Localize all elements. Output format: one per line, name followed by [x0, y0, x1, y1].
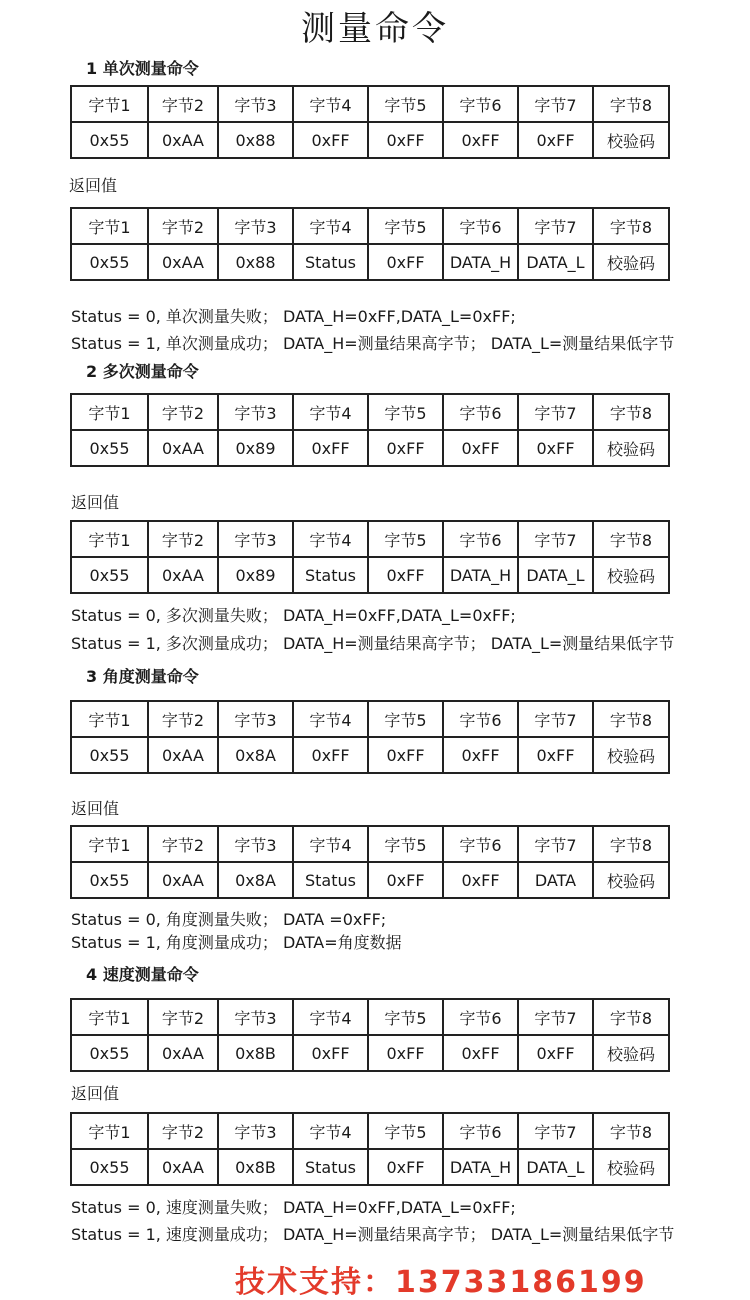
- value-cell: DATA_H: [443, 557, 518, 593]
- header-row: [71, 826, 669, 862]
- header-cell: 字节2: [148, 1113, 218, 1149]
- header-cell: 字节2: [148, 86, 218, 122]
- section-heading-angle: 3 角度测量命令: [86, 667, 199, 686]
- value-cell: 0x89: [218, 557, 293, 593]
- value-cell: Status: [293, 244, 368, 280]
- value-cell: DATA_L: [518, 1149, 593, 1185]
- section-heading-speed: 4 速度测量命令: [86, 965, 199, 984]
- header-row: [71, 208, 669, 244]
- value-cell: 校验码: [593, 737, 669, 773]
- header-row: [71, 701, 669, 737]
- header-cell: 字节2: [148, 521, 218, 557]
- value-cell: 0xFF: [368, 122, 443, 158]
- header-cell: 字节2: [148, 826, 218, 862]
- value-cell: 0xFF: [368, 1035, 443, 1071]
- value-cell: 0x8A: [218, 862, 293, 898]
- value-cell: 0xFF: [368, 244, 443, 280]
- header-cell: 字节4: [293, 1113, 368, 1149]
- status-note: Status = 0, 角度测量失败； DATA =0xFF;: [71, 910, 387, 929]
- header-cell: 字节4: [293, 86, 368, 122]
- value-cell: 0xFF: [293, 737, 368, 773]
- value-row: [71, 244, 669, 280]
- header-row: [71, 1113, 669, 1149]
- header-cell: 字节4: [293, 521, 368, 557]
- value-cell: Status: [293, 1149, 368, 1185]
- value-cell: 0xFF: [443, 737, 518, 773]
- value-row: [71, 862, 669, 898]
- value-cell: 0xFF: [443, 1035, 518, 1071]
- value-cell: 0xFF: [368, 430, 443, 466]
- header-cell: 字节3: [218, 826, 293, 862]
- command-table-angle: [70, 700, 670, 774]
- header-cell: 字节1: [71, 394, 148, 430]
- value-cell: 0xFF: [293, 1035, 368, 1071]
- value-cell: 0xFF: [443, 862, 518, 898]
- reply-label: 返回值: [69, 176, 118, 195]
- header-cell: 字节1: [71, 999, 148, 1035]
- value-cell: 校验码: [593, 430, 669, 466]
- reply-label: 返回值: [71, 1084, 120, 1103]
- value-cell: 校验码: [593, 122, 669, 158]
- value-cell: 0x89: [218, 430, 293, 466]
- value-cell: 0xFF: [518, 122, 593, 158]
- header-cell: 字节4: [293, 999, 368, 1035]
- header-cell: 字节4: [293, 701, 368, 737]
- reply-label: 返回值: [71, 799, 120, 818]
- header-cell: 字节6: [443, 826, 518, 862]
- header-cell: 字节5: [368, 999, 443, 1035]
- value-row: [71, 737, 669, 773]
- header-cell: 字节7: [518, 394, 593, 430]
- status-note: Status = 0, 单次测量失败； DATA_H=0xFF,DATA_L=0xFF;: [71, 307, 516, 326]
- value-cell: 校验码: [593, 244, 669, 280]
- header-cell: 字节3: [218, 86, 293, 122]
- reply-table-angle: [70, 825, 670, 899]
- header-cell: 字节8: [593, 521, 669, 557]
- header-cell: 字节8: [593, 826, 669, 862]
- value-cell: 0x55: [71, 122, 148, 158]
- page-title: 测量命令: [301, 9, 449, 49]
- value-cell: 0x8B: [218, 1035, 293, 1071]
- header-cell: 字节4: [293, 208, 368, 244]
- header-row: [71, 521, 669, 557]
- value-cell: DATA: [518, 862, 593, 898]
- value-cell: 0x88: [218, 122, 293, 158]
- value-cell: 0xAA: [148, 244, 218, 280]
- reply-label: 返回值: [71, 493, 120, 512]
- header-cell: 字节7: [518, 701, 593, 737]
- value-row: [71, 1035, 669, 1071]
- value-cell: 0xFF: [368, 862, 443, 898]
- value-cell: 0xAA: [148, 862, 218, 898]
- header-cell: 字节2: [148, 394, 218, 430]
- header-cell: 字节2: [148, 208, 218, 244]
- value-cell: 0xFF: [368, 557, 443, 593]
- header-cell: 字节3: [218, 701, 293, 737]
- status-note: Status = 1, 角度测量成功； DATA=角度数据: [71, 933, 402, 952]
- status-note: Status = 0, 速度测量失败； DATA_H=0xFF,DATA_L=0xFF;: [71, 1198, 516, 1217]
- value-cell: 0x55: [71, 244, 148, 280]
- value-cell: 校验码: [593, 557, 669, 593]
- reply-table-single: [70, 207, 670, 281]
- header-cell: 字节1: [71, 208, 148, 244]
- value-cell: 校验码: [593, 1149, 669, 1185]
- header-cell: 字节6: [443, 86, 518, 122]
- section-heading-multi: 2 多次测量命令: [86, 362, 199, 381]
- value-cell: 0xFF: [293, 430, 368, 466]
- value-cell: 0xFF: [368, 737, 443, 773]
- value-row: [71, 1149, 669, 1185]
- command-table-speed: [70, 998, 670, 1072]
- header-cell: 字节8: [593, 701, 669, 737]
- value-cell: Status: [293, 557, 368, 593]
- value-cell: 0x8A: [218, 737, 293, 773]
- header-cell: 字节8: [593, 208, 669, 244]
- command-table-single: [70, 85, 670, 159]
- value-cell: 0xFF: [368, 1149, 443, 1185]
- header-row: [71, 999, 669, 1035]
- status-note: Status = 1, 速度测量成功； DATA_H=测量结果高字节； DATA_L=测量结果低字节: [71, 1225, 675, 1244]
- header-cell: 字节1: [71, 701, 148, 737]
- header-cell: 字节7: [518, 86, 593, 122]
- value-cell: 0xFF: [293, 122, 368, 158]
- header-row: [71, 394, 669, 430]
- header-cell: 字节1: [71, 521, 148, 557]
- reply-table-speed: [70, 1112, 670, 1186]
- header-cell: 字节6: [443, 1113, 518, 1149]
- status-note: Status = 0, 多次测量失败； DATA_H=0xFF,DATA_L=0xFF;: [71, 606, 516, 625]
- value-row: [71, 430, 669, 466]
- value-cell: 0x55: [71, 1149, 148, 1185]
- header-cell: 字节5: [368, 86, 443, 122]
- header-cell: 字节3: [218, 521, 293, 557]
- header-cell: 字节5: [368, 701, 443, 737]
- header-cell: 字节6: [443, 521, 518, 557]
- value-cell: 0x8B: [218, 1149, 293, 1185]
- support-contact-text: 技术支持：13733186199: [235, 1265, 647, 1300]
- header-cell: 字节7: [518, 208, 593, 244]
- header-row: [71, 86, 669, 122]
- header-cell: 字节6: [443, 208, 518, 244]
- value-cell: 0xAA: [148, 122, 218, 158]
- value-cell: 校验码: [593, 862, 669, 898]
- header-cell: 字节6: [443, 701, 518, 737]
- value-cell: 0x55: [71, 737, 148, 773]
- header-cell: 字节1: [71, 826, 148, 862]
- header-cell: 字节7: [518, 826, 593, 862]
- header-cell: 字节4: [293, 394, 368, 430]
- header-cell: 字节7: [518, 999, 593, 1035]
- header-cell: 字节3: [218, 208, 293, 244]
- value-cell: 0x55: [71, 430, 148, 466]
- value-cell: Status: [293, 862, 368, 898]
- header-cell: 字节8: [593, 394, 669, 430]
- header-cell: 字节4: [293, 826, 368, 862]
- header-cell: 字节5: [368, 826, 443, 862]
- header-cell: 字节7: [518, 1113, 593, 1149]
- value-cell: 校验码: [593, 1035, 669, 1071]
- value-cell: 0xAA: [148, 1035, 218, 1071]
- command-table-multi: [70, 393, 670, 467]
- header-cell: 字节8: [593, 86, 669, 122]
- header-cell: 字节1: [71, 86, 148, 122]
- value-cell: 0xAA: [148, 737, 218, 773]
- value-cell: 0xAA: [148, 430, 218, 466]
- value-cell: 0xAA: [148, 1149, 218, 1185]
- header-cell: 字节5: [368, 521, 443, 557]
- status-note: Status = 1, 单次测量成功； DATA_H=测量结果高字节； DATA_L=测量结果低字节: [71, 334, 675, 353]
- header-cell: 字节8: [593, 1113, 669, 1149]
- value-cell: 0x55: [71, 1035, 148, 1071]
- value-cell: 0x88: [218, 244, 293, 280]
- value-row: [71, 122, 669, 158]
- value-cell: 0x55: [71, 557, 148, 593]
- header-cell: 字节2: [148, 999, 218, 1035]
- status-note: Status = 1, 多次测量成功； DATA_H=测量结果高字节； DATA_L=测量结果低字节: [71, 634, 675, 653]
- header-cell: 字节3: [218, 394, 293, 430]
- header-cell: 字节5: [368, 1113, 443, 1149]
- reply-table-multi: [70, 520, 670, 594]
- value-cell: 0xFF: [518, 1035, 593, 1071]
- value-cell: 0xFF: [443, 122, 518, 158]
- header-cell: 字节3: [218, 999, 293, 1035]
- value-cell: 0xFF: [518, 737, 593, 773]
- header-cell: 字节6: [443, 394, 518, 430]
- value-cell: 0xFF: [443, 430, 518, 466]
- header-cell: 字节5: [368, 208, 443, 244]
- value-cell: DATA_H: [443, 244, 518, 280]
- header-cell: 字节5: [368, 394, 443, 430]
- value-cell: DATA_H: [443, 1149, 518, 1185]
- value-row: [71, 557, 669, 593]
- value-cell: DATA_L: [518, 557, 593, 593]
- header-cell: 字节6: [443, 999, 518, 1035]
- header-cell: 字节8: [593, 999, 669, 1035]
- header-cell: 字节1: [71, 1113, 148, 1149]
- section-heading-single: 1 单次测量命令: [86, 59, 199, 78]
- value-cell: 0xAA: [148, 557, 218, 593]
- header-cell: 字节3: [218, 1113, 293, 1149]
- value-cell: DATA_L: [518, 244, 593, 280]
- header-cell: 字节2: [148, 701, 218, 737]
- value-cell: 0x55: [71, 862, 148, 898]
- header-cell: 字节7: [518, 521, 593, 557]
- value-cell: 0xFF: [518, 430, 593, 466]
